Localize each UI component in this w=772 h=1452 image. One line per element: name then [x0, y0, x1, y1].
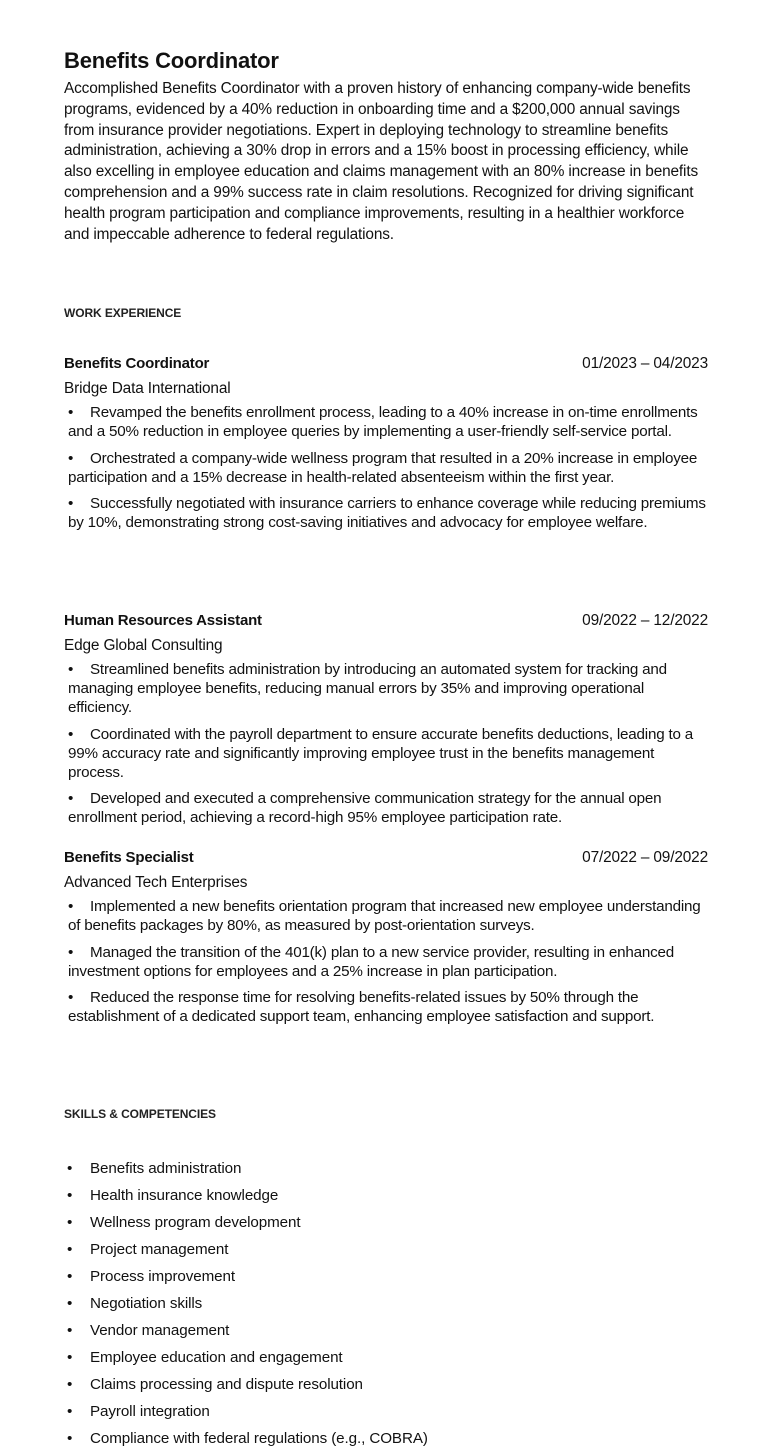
skill-item: • Employee education and engagement	[64, 1344, 428, 1371]
bullet-icon: •	[67, 1322, 73, 1339]
bullet-icon: •	[68, 661, 74, 678]
job-dates: 07/2022 – 09/2022	[582, 849, 708, 866]
skill-item: • Process improvement	[64, 1263, 428, 1290]
bullet-icon: •	[67, 1241, 73, 1258]
job-bullets	[68, 660, 708, 827]
job-title: Human Resources Assistant	[64, 612, 262, 629]
job-bullets	[68, 897, 708, 1026]
job-bullet: • Streamlined benefits administration by introducing an automated system for tracking and managing employee benefits, reducing manual errors by 35% and improving operational efficiency.	[68, 661, 667, 716]
resume-title: Benefits Coordinator	[64, 48, 279, 73]
job-dates: 01/2023 – 04/2023	[582, 355, 708, 372]
company-name: Edge Global Consulting	[64, 637, 223, 654]
skills-heading: SKILLS & COMPETENCIES	[64, 1107, 216, 1121]
resume-page	[0, 0, 772, 245]
job-header	[64, 355, 708, 377]
work-experience-heading: WORK EXPERIENCE	[64, 306, 182, 320]
skill-item: • Claims processing and dispute resolution	[64, 1371, 428, 1398]
skill-item: • Compliance with federal regulations (e.g., COBRA)	[64, 1425, 428, 1452]
job-title: Benefits Specialist	[64, 849, 194, 866]
job-bullet: • Successfully negotiated with insurance carriers to enhance coverage while reducing premiums by 10%, demonstrating strong cost-saving initiatives and advocacy for employee welfare.	[68, 495, 706, 531]
bullet-icon: •	[68, 725, 74, 743]
skill-item: • Payroll integration	[64, 1398, 428, 1425]
bullet-icon: •	[68, 495, 74, 512]
job-bullet: • Managed the transition of the 401(k) plan to a new service provider, resulting in enhanced investment options for employees and a 25% increase in plan participation.	[68, 943, 674, 980]
skill-item: • Vendor management	[64, 1317, 428, 1344]
bullet-icon: •	[67, 1430, 73, 1447]
company-name: Advanced Tech Enterprises	[64, 874, 248, 891]
bullet-icon: •	[67, 1268, 73, 1285]
skills-list	[64, 1155, 428, 1452]
skill-item: • Negotiation skills	[64, 1290, 428, 1317]
bullet-icon: •	[68, 790, 74, 807]
bullet-icon: •	[68, 989, 74, 1006]
job-bullets	[68, 403, 708, 532]
bullet-icon: •	[67, 1376, 73, 1393]
job-bullet: • Orchestrated a company-wide wellness program that resulted in a 20% increase in employee participation and a 15% decrease in health-related absenteeism within the first year.	[68, 449, 698, 486]
job-header	[64, 612, 708, 634]
job-bullet: • Coordinated with the payroll department to ensure accurate benefits deductions, leading to a 99% accuracy rate and significantly improving employee trust in the benefits management process.	[68, 725, 693, 781]
job-bullet: • Revamped the benefits enrollment process, leading to a 40% increase in on-time enrollments and a 50% reduction in employee queries by implementing a user-friendly self-service portal.	[68, 404, 698, 440]
bullet-icon: •	[68, 943, 74, 961]
job-bullet: • Implemented a new benefits orientation program that increased new employee understanding of benefits packages by 80%, as measured by post-orientation surveys.	[68, 898, 701, 934]
skill-item: • Wellness program development	[64, 1209, 428, 1236]
bullet-icon: •	[67, 1187, 73, 1204]
job-title: Benefits Coordinator	[64, 355, 210, 372]
bullet-icon: •	[67, 1160, 73, 1177]
skill-item: • Project management	[64, 1236, 428, 1263]
bullet-icon: •	[67, 1214, 73, 1231]
bullet-icon: •	[68, 449, 74, 467]
skill-item: • Benefits administration	[64, 1155, 428, 1182]
professional-summary: Accomplished Benefits Coordinator with a proven history of enhancing company-wide benefits programs, evidenced by a 40% reduction in onboarding time and a $200,000 annual savings from insurance provider negotiations. Expert in deploying technology to streamline benefits administration, achieving a 30% drop in errors and a 15% boost in processing efficiency, while also excelling in employee education and claims management with an 80% increase in benefits comprehension and a 99% success rate in claim resolutions. Recognized for driving significant health program participation and compliance improvements, resulting in a healthier workforce and impeccable adherence to federal regulations.	[64, 80, 698, 243]
bullet-icon: •	[67, 1295, 73, 1312]
job-bullet: • Developed and executed a comprehensive communication strategy for the annual open enrollment period, achieving a record-high 95% employee participation rate.	[68, 790, 662, 826]
bullet-icon: •	[68, 898, 74, 915]
bullet-icon: •	[68, 404, 74, 421]
job-entry	[64, 355, 708, 540]
job-bullet: • Reduced the response time for resolving benefits-related issues by 50% through the establishment of a dedicated support team, enhancing employee satisfaction and support.	[68, 989, 655, 1025]
company-name: Bridge Data International	[64, 380, 231, 397]
skill-item: • Health insurance knowledge	[64, 1182, 428, 1209]
job-entry	[64, 849, 708, 1034]
job-dates: 09/2022 – 12/2022	[582, 612, 708, 629]
bullet-icon: •	[67, 1403, 73, 1420]
bullet-icon: •	[67, 1349, 73, 1366]
job-entry	[64, 612, 708, 835]
job-header	[64, 849, 708, 871]
